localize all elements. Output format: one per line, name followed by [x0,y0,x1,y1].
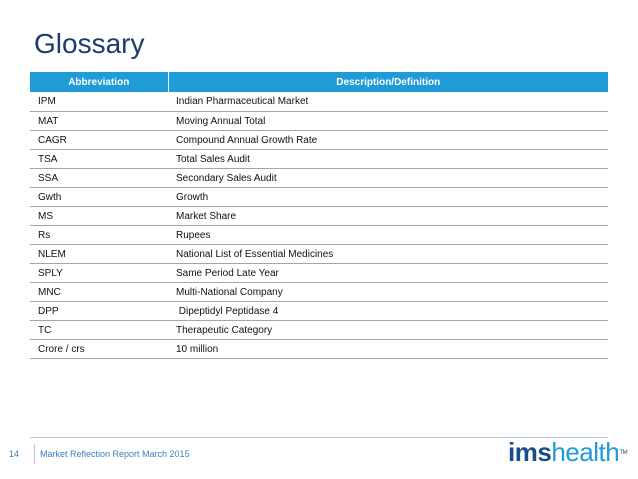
table-row [30,169,608,188]
table-row [30,340,608,359]
table-row [30,283,608,302]
description-cell: Total Sales Audit [168,150,608,169]
table-row [30,92,608,112]
page-title: Glossary [34,28,145,59]
abbreviation-cell: CAGR [30,131,168,150]
imshealth-logo [508,437,628,467]
table-row [30,150,608,169]
table-row [30,188,608,207]
abbreviation-cell: MAT [30,112,168,131]
description-cell: Secondary Sales Audit [168,169,608,188]
abbreviation-cell: IPM [30,92,168,112]
table-row [30,245,608,264]
table-row [30,131,608,150]
abbreviation-cell: MNC [30,283,168,302]
description-cell: Growth [168,188,608,207]
description-cell: Moving Annual Total [168,112,608,131]
table-row [30,321,608,340]
table-row [30,264,608,283]
table-row [30,112,608,131]
logo-ims-text: ims [508,437,552,467]
abbreviation-cell: DPP [30,302,168,321]
table-row [30,302,608,321]
description-cell: Dipeptidyl Peptidase 4 [168,302,608,321]
description-cell: Rupees [168,226,608,245]
abbreviation-cell: SSA [30,169,168,188]
description-cell: Indian Pharmaceutical Market [168,92,608,112]
description-cell: Multi-National Company [168,283,608,302]
abbreviation-cell: SPLY [30,264,168,283]
abbreviation-cell: Rs [30,226,168,245]
abbreviation-cell: NLEM [30,245,168,264]
glossary-table [30,72,608,359]
footer-separator [34,444,35,464]
description-cell: Compound Annual Growth Rate [168,131,608,150]
description-cell: Same Period Late Year [168,264,608,283]
abbreviation-cell: MS [30,207,168,226]
column-header-abbreviation: Abbreviation [30,72,168,92]
table-header-row [30,72,608,92]
table-row [30,207,608,226]
abbreviation-cell: TC [30,321,168,340]
description-cell: 10 million [168,340,608,359]
description-cell: Market Share [168,207,608,226]
footer-report-title: Market Reflection Report March 2015 [40,449,190,459]
description-cell: Therapeutic Category [168,321,608,340]
column-header-description: Description/Definition [168,72,608,92]
abbreviation-cell: Crore / crs [30,340,168,359]
table-row [30,226,608,245]
trademark-mark: TM [619,450,628,456]
abbreviation-cell: TSA [30,150,168,169]
logo-health-text: health [551,437,620,467]
page-number: 14 [9,449,20,459]
description-cell: National List of Essential Medicines [168,245,608,264]
abbreviation-cell: Gwth [30,188,168,207]
